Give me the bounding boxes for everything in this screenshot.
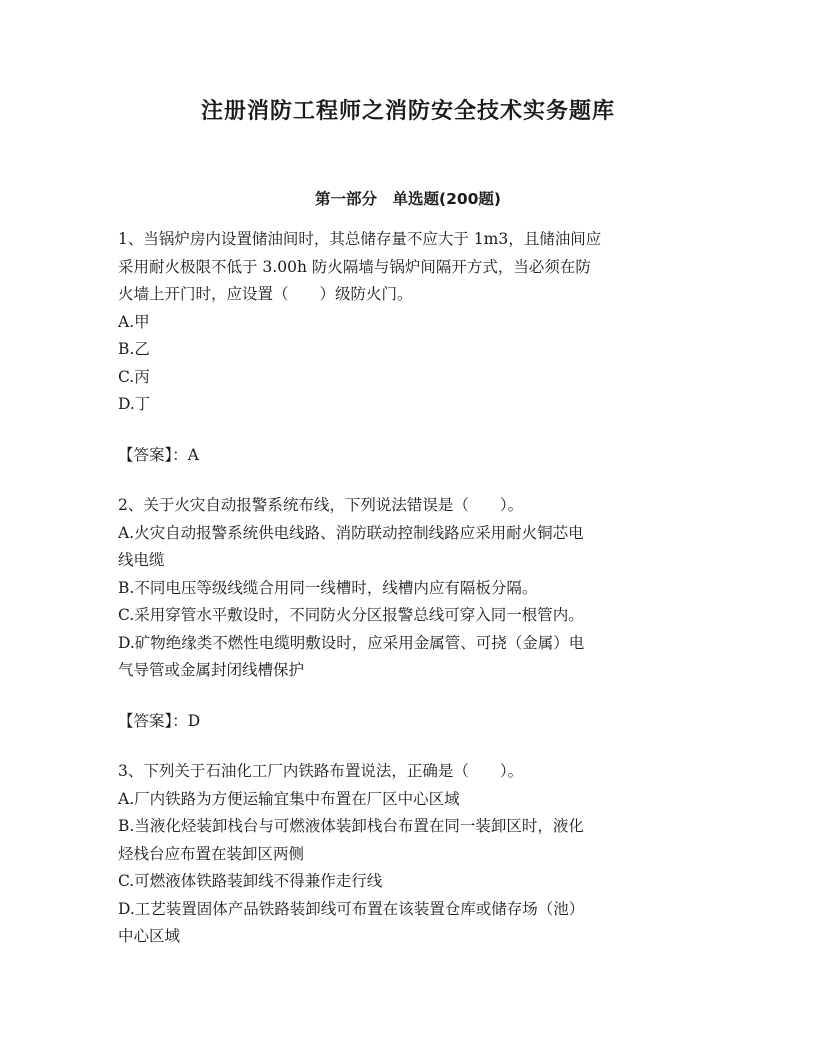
option-d: D.丁 bbox=[118, 395, 151, 413]
question-stem-line: 采用耐火极限不低于 3.00h 防火隔墙与锅炉间隔开方式，当必须在防 bbox=[118, 257, 591, 276]
document-title: 注册消防工程师之消防安全技术实务题库 bbox=[200, 99, 615, 124]
question-2 bbox=[118, 492, 688, 758]
option-c: C.丙 bbox=[118, 367, 150, 386]
question-1 bbox=[118, 226, 688, 492]
question-stem-line: 3、下列关于石油化工厂内铁路布置说法，正确是（ ）。 bbox=[118, 762, 524, 780]
option-b-continued: 烃栈台应布置在装卸区两侧 bbox=[118, 844, 305, 863]
option-a: A.火灾自动报警系统供电线路、消防联动控制线路应采用耐火铜芯电 bbox=[118, 523, 584, 542]
answer-label: 【答案】：A bbox=[118, 445, 199, 464]
option-d: D.矿物绝缘类不燃性电缆明敷设时，应采用金属管、可挠（金属）电 bbox=[118, 633, 585, 652]
option-b: B.乙 bbox=[118, 340, 150, 358]
option-a-continued: 线电缆 bbox=[118, 551, 165, 569]
question-3 bbox=[118, 758, 688, 951]
option-b: B.当液化烃装卸栈台与可燃液体装卸栈台布置在同一装卸区时，液化 bbox=[118, 817, 584, 835]
question-stem-line: 1、当锅炉房内设置储油间时，其总储存量不应大于 1m3，且储油间应 bbox=[118, 230, 602, 248]
option-d: D.工艺装置固体产品铁路装卸线可布置在该装置仓库或储存场（池） bbox=[118, 899, 585, 918]
option-a: A.厂内铁路为方便运输宜集中布置在厂区中心区域 bbox=[118, 789, 460, 808]
option-c: C.采用穿管水平敷设时，不同防火分区报警总线可穿入同一根管内。 bbox=[118, 606, 584, 624]
answer-label: 【答案】：D bbox=[118, 711, 201, 730]
option-d-continued: 中心区域 bbox=[118, 927, 181, 945]
section-heading: 第一部分 单选题(200题) bbox=[314, 190, 502, 208]
option-c: C.可燃液体铁路装卸线不得兼作走行线 bbox=[118, 872, 383, 890]
option-b: B.不同电压等级线缆合用同一线槽时，线槽内应有隔板分隔。 bbox=[118, 578, 538, 597]
question-list bbox=[118, 226, 688, 951]
option-d-continued: 气导管或金属封闭线槽保护 bbox=[118, 661, 305, 679]
question-stem-line: 2、关于火灾自动报警系统布线，下列说法错误是（ ）。 bbox=[118, 496, 524, 514]
option-a: A.甲 bbox=[118, 312, 150, 331]
question-stem-line: 火墙上开门时，应设置（ ）级防火门。 bbox=[118, 285, 413, 303]
